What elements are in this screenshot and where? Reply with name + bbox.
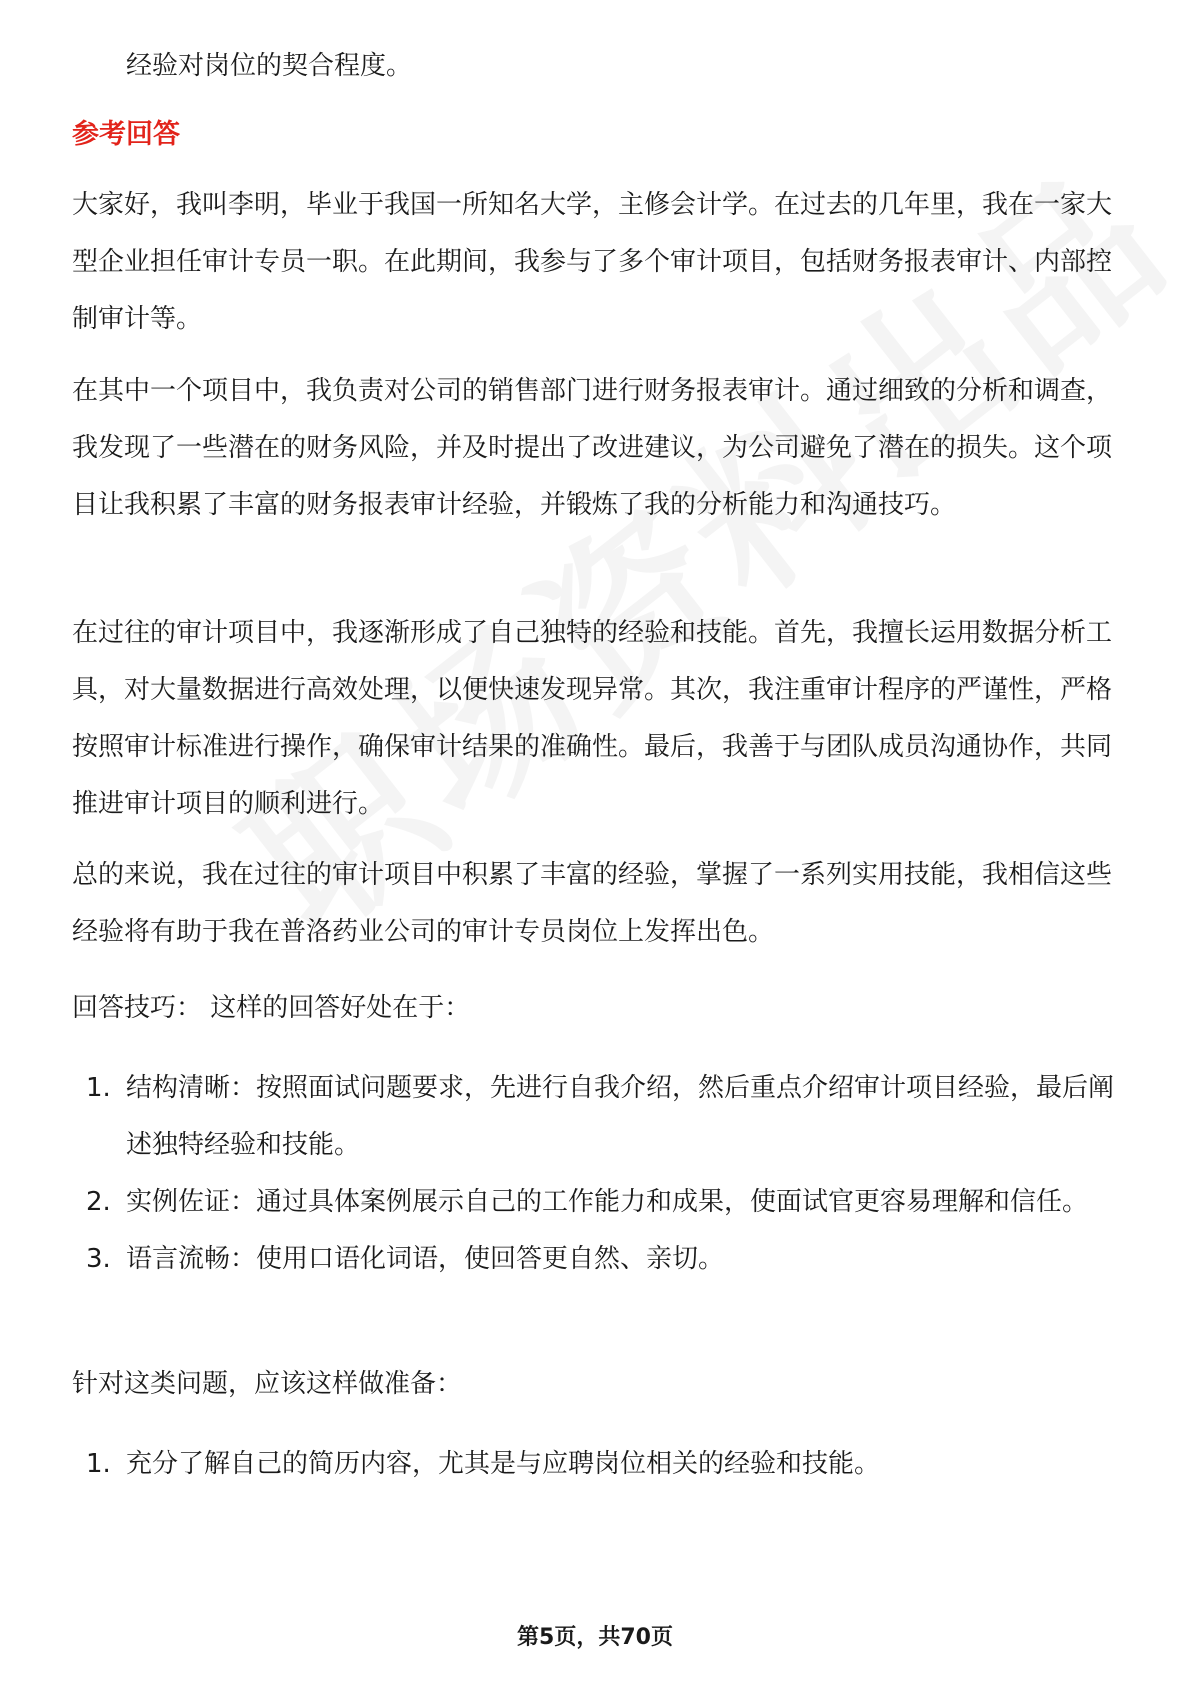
page-footer: 第5页，共70页	[517, 1625, 673, 1650]
paragraph-2: 在其中一个项目中，我负责对公司的销售部门进行财务报表审计。通过细致的分析和调查，我发现了一些潜在的财务风险，并及时提出了改进建议，为公司避免了潜在的损失。这个项目让我积累了丰富的财务报表审计经验，并锻炼了我的分析能力和沟通技巧。	[72, 376, 1113, 520]
list-text: 实例佐证：通过具体案例展示自己的工作能力和成果，使面试官更容易理解和信任。	[126, 1187, 1089, 1217]
list-item	[72, 1060, 1120, 1174]
list-text: 语言流畅：使用口语化词语，使回答更自然、亲切。	[126, 1244, 725, 1274]
tips-intro: 回答技巧： 这样的回答好处在于：	[72, 993, 471, 1023]
list-text: 充分了解自己的简历内容，尤其是与应聘岗位相关的经验和技能。	[126, 1449, 881, 1479]
list-item	[72, 1174, 1120, 1231]
tips-list	[72, 1060, 1120, 1288]
list-item	[72, 1231, 1120, 1288]
list-number: 1.	[86, 1449, 111, 1479]
prep-intro: 针对这类问题，应该这样做准备：	[72, 1369, 463, 1399]
list-number: 2.	[86, 1187, 111, 1217]
list-number: 3.	[86, 1244, 111, 1274]
list-number: 1.	[86, 1073, 111, 1103]
list-text: 结构清晰：按照面试问题要求，先进行自我介绍，然后重点介绍审计项目经验，最后阐述独特经验和技能。	[126, 1073, 1115, 1160]
paragraph-4: 总的来说，我在过往的审计项目中积累了丰富的经验，掌握了一系列实用技能，我相信这些经验将有助于我在普洛药业公司的审计专员岗位上发挥出色。	[72, 860, 1113, 947]
continuation-line: 经验对岗位的契合程度。	[126, 51, 413, 81]
section-heading: 参考回答	[72, 119, 180, 150]
paragraph-3: 在过往的审计项目中，我逐渐形成了自己独特的经验和技能。首先，我擅长运用数据分析工具，对大量数据进行高效处理，以便快速发现异常。其次，我注重审计程序的严谨性，严格按照审计标准进行操作，确保审计结果的准确性。最后，我善于与团队成员沟通协作，共同推进审计项目的顺利进行。	[72, 618, 1113, 819]
list-item	[72, 1436, 1120, 1493]
paragraph-1: 大家好，我叫李明，毕业于我国一所知名大学，主修会计学。在过去的几年里，我在一家大型企业担任审计专员一职。在此期间，我参与了多个审计项目，包括财务报表审计、内部控制审计等。	[72, 190, 1113, 334]
prep-list	[72, 1436, 1120, 1493]
